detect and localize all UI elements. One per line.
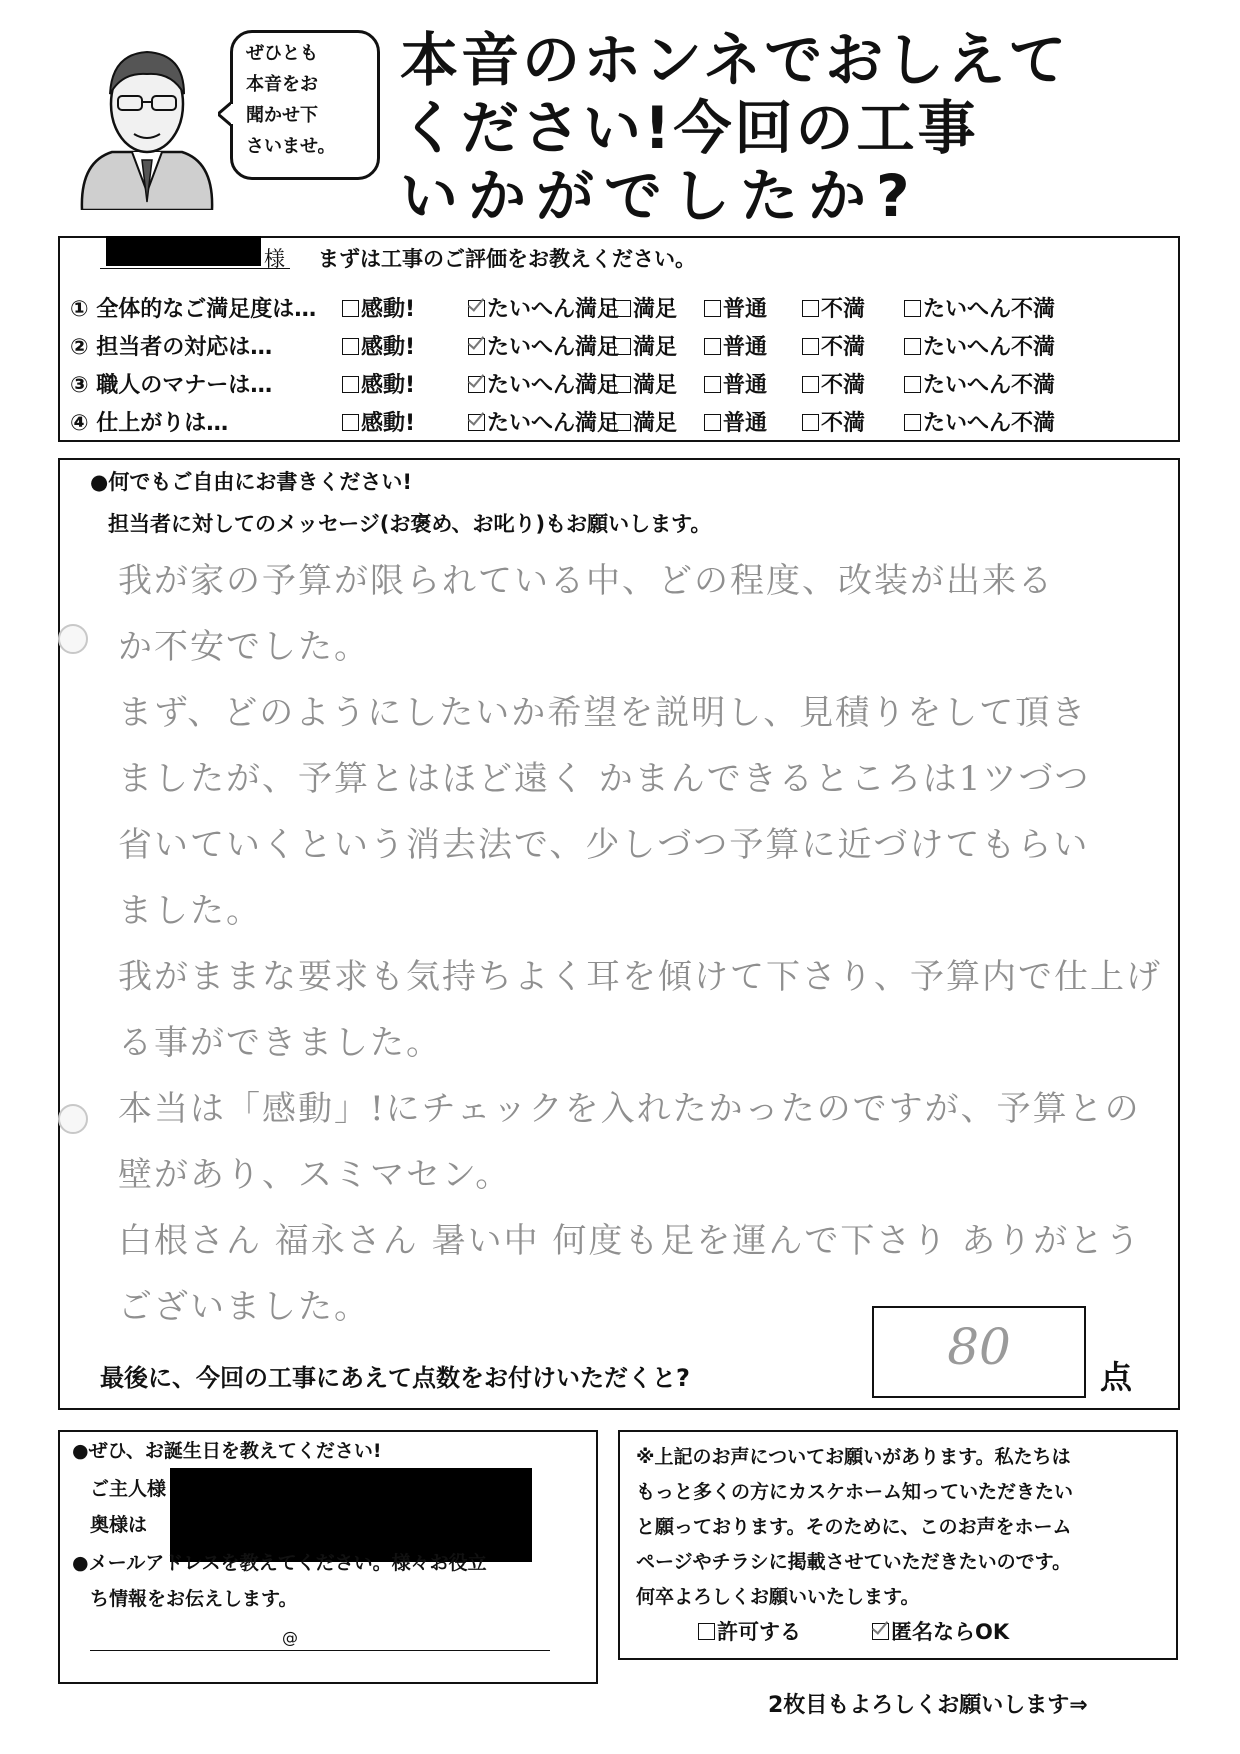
rating-option-label: 普通: [723, 411, 768, 436]
punch-hole: [58, 624, 88, 654]
question-label: ① 全体的なご満足度は…: [70, 297, 317, 322]
handwritten-line: る事ができました。: [118, 1023, 442, 1063]
rating-option-label: 満足: [633, 411, 678, 436]
handwritten-line: ました。: [118, 891, 262, 931]
rating-option-label: 普通: [723, 297, 768, 322]
rating-option[interactable]: [614, 406, 677, 437]
rating-option-label: たいへん満足: [487, 297, 620, 322]
rating-option[interactable]: [704, 292, 767, 323]
question-label: ③ 職人のマナーは…: [70, 373, 273, 398]
rating-option-label: 不満: [821, 335, 866, 360]
permission-line: と願っております。そのために、このお声をホーム: [636, 1516, 1072, 1538]
handwritten-comment[interactable]: [118, 548, 1162, 1340]
rating-checkbox[interactable]: [704, 414, 721, 431]
rating-checkbox[interactable]: [342, 414, 359, 431]
rating-checkbox[interactable]: [614, 414, 631, 431]
rating-option[interactable]: [904, 406, 1055, 437]
rating-option-label: 不満: [821, 373, 866, 398]
rating-option-label: 感動!: [361, 411, 416, 436]
rating-row: [70, 330, 1180, 362]
permission-line: 何卒よろしくお願いいたします。: [636, 1586, 920, 1608]
rating-option[interactable]: [468, 368, 619, 399]
rating-option-label: たいへん満足: [487, 411, 620, 436]
rating-checkbox[interactable]: [704, 300, 721, 317]
rating-checkbox[interactable]: [468, 338, 485, 355]
rating-option-label: たいへん満足: [487, 373, 620, 398]
title-line: ください!今回の工事: [400, 94, 979, 162]
comment-subheading: 担当者に対してのメッセージ(お褒め、お叱り)もお願いします。: [108, 512, 712, 536]
rating-option[interactable]: [704, 330, 767, 361]
email-at-sign: @: [282, 1628, 298, 1647]
email-heading-cont: ち情報をお伝えします。: [90, 1588, 298, 1610]
page-title: [400, 26, 1230, 230]
wife-label: 奥様は: [90, 1514, 148, 1536]
handwritten-line: 我が家の予算が限られている中、どの程度、改装が出来る: [118, 561, 1054, 601]
bubble-line: ぜひとも: [246, 43, 318, 64]
rating-checkbox[interactable]: [802, 338, 819, 355]
rating-option-label: 満足: [633, 335, 678, 360]
email-field[interactable]: [90, 1650, 550, 1651]
rating-row: [70, 406, 1180, 438]
rating-option[interactable]: [904, 292, 1055, 323]
title-line: いかがでしたか?: [400, 162, 920, 230]
bubble-line: さいませ。: [246, 136, 336, 157]
rating-row: [70, 368, 1180, 400]
rating-option-label: 満足: [633, 373, 678, 398]
title-line: 本音のホンネでおしえて: [400, 26, 1070, 94]
rating-row: [70, 292, 1180, 324]
handwritten-line: か不安でした。: [118, 627, 370, 667]
rating-option-label: 普通: [723, 335, 768, 360]
rating-option-label: 不満: [821, 297, 866, 322]
name-suffix: 様: [264, 247, 285, 271]
rating-checkbox[interactable]: [904, 414, 921, 431]
rating-option-label: 不満: [821, 411, 866, 436]
permission-line: もっと多くの方にカスケホーム知っていただきたい: [636, 1481, 1074, 1503]
rating-checkbox[interactable]: [904, 300, 921, 317]
rating-checkbox[interactable]: [468, 376, 485, 393]
rating-option[interactable]: [614, 368, 677, 399]
rating-checkbox[interactable]: [468, 414, 485, 431]
rating-option-label: たいへん満足: [487, 335, 620, 360]
rating-checkbox[interactable]: [802, 414, 819, 431]
rating-checkbox[interactable]: [614, 338, 631, 355]
redacted-name: [106, 236, 261, 266]
handwritten-line: ございました。: [118, 1287, 370, 1327]
rating-option-label: 感動!: [361, 297, 416, 322]
rating-option-label: 感動!: [361, 335, 416, 360]
rating-checkbox[interactable]: [614, 300, 631, 317]
rating-option[interactable]: [704, 406, 767, 437]
bubble-line: 本音をお: [246, 74, 318, 95]
permit-checkbox[interactable]: [698, 1623, 715, 1640]
handwritten-line: まず、どのようにしたいか希望を説明し、見積りをして頂き: [118, 693, 1088, 733]
speech-bubble-tail: [218, 100, 242, 128]
rating-option[interactable]: [342, 406, 415, 437]
rating-checkbox[interactable]: [802, 300, 819, 317]
permit-label: 許可する: [717, 1620, 801, 1644]
rating-option[interactable]: [802, 368, 865, 399]
rating-checkbox[interactable]: [704, 376, 721, 393]
rating-option-label: たいへん不満: [923, 297, 1056, 322]
rating-checkbox[interactable]: [904, 376, 921, 393]
permission-line: ※上記のお声についてお願いがあります。私たちは: [636, 1446, 1071, 1468]
rating-checkbox[interactable]: [342, 376, 359, 393]
rating-option[interactable]: [614, 292, 677, 323]
anonymous-option[interactable]: [872, 1616, 1009, 1646]
rating-option[interactable]: [468, 292, 619, 323]
rating-option-label: たいへん不満: [923, 411, 1056, 436]
handwritten-line: ましたが、予算とはほど遠く かまんできるところは1ツづつ: [118, 759, 1091, 799]
rating-option[interactable]: [802, 292, 865, 323]
anonymous-label: 匿名ならOK: [891, 1620, 1010, 1644]
handwritten-line: 我がままな要求も気持ちよく耳を傾けて下さり、予算内で仕上げ: [118, 957, 1162, 997]
rating-checkbox[interactable]: [468, 300, 485, 317]
question-label: ② 担当者の対応は…: [70, 335, 273, 360]
rating-option-label: 普通: [723, 373, 768, 398]
rating-option-label: 満足: [633, 297, 678, 322]
rating-checkbox[interactable]: [342, 300, 359, 317]
rating-option[interactable]: [468, 406, 619, 437]
rating-option[interactable]: [468, 330, 619, 361]
speech-bubble-text: [246, 38, 376, 162]
rating-option[interactable]: [342, 292, 415, 323]
handwritten-line: 本当は「感動」!にチェックを入れたかったのですが、予算との: [118, 1089, 1141, 1129]
handwritten-line: 白根さん 福永さん 暑い中 何度も足を運んで下さり ありがとう: [118, 1221, 1142, 1261]
score-unit: 点: [1100, 1358, 1133, 1396]
rating-option[interactable]: [614, 330, 677, 361]
rating-option[interactable]: [704, 368, 767, 399]
question-label: ④ 仕上がりは…: [70, 411, 229, 436]
birthday-heading: ●ぜひ、お誕生日を教えてください!: [72, 1440, 382, 1462]
rating-checkbox[interactable]: [802, 376, 819, 393]
score-question: 最後に、今回の工事にあえて点数をお付けいただくと?: [100, 1364, 690, 1392]
bubble-line: 聞かせ下: [246, 105, 318, 126]
punch-hole: [58, 1104, 88, 1134]
handwritten-line: 壁があり、スミマセン。: [118, 1155, 512, 1195]
rating-option[interactable]: [342, 368, 415, 399]
email-heading: ●メールアドレスを教えてください。様々お役立: [72, 1552, 487, 1574]
anonymous-checkbox[interactable]: [872, 1623, 889, 1640]
permission-line: ページやチラシに掲載させていただきたいのです。: [636, 1551, 1072, 1573]
score-value: 80: [947, 1318, 1011, 1376]
permit-option[interactable]: [698, 1616, 801, 1646]
rating-option[interactable]: [904, 330, 1055, 361]
footer-note: 2枚目もよろしくお願いします⇒: [768, 1693, 1088, 1718]
rating-option-label: 感動!: [361, 373, 416, 398]
rating-option[interactable]: [904, 368, 1055, 399]
rating-option[interactable]: [802, 406, 865, 437]
rating-checkbox[interactable]: [704, 338, 721, 355]
handwritten-line: 省いていくという消去法で、少しづつ予算に近づけてもらい: [118, 825, 1090, 865]
permission-text: [636, 1440, 1166, 1615]
rating-intro: まずは工事のご評価をお教えください。: [318, 247, 696, 271]
rating-option[interactable]: [342, 330, 415, 361]
rating-checkbox[interactable]: [614, 376, 631, 393]
husband-label: ご主人様: [90, 1478, 167, 1500]
rating-checkbox[interactable]: [342, 338, 359, 355]
rating-option-label: たいへん不満: [923, 335, 1056, 360]
rating-checkbox[interactable]: [904, 338, 921, 355]
rating-option-label: たいへん不満: [923, 373, 1056, 398]
comment-heading: ●何でもご自由にお書きください!: [90, 470, 412, 494]
staff-avatar-illustration: [72, 42, 222, 210]
rating-option[interactable]: [802, 330, 865, 361]
